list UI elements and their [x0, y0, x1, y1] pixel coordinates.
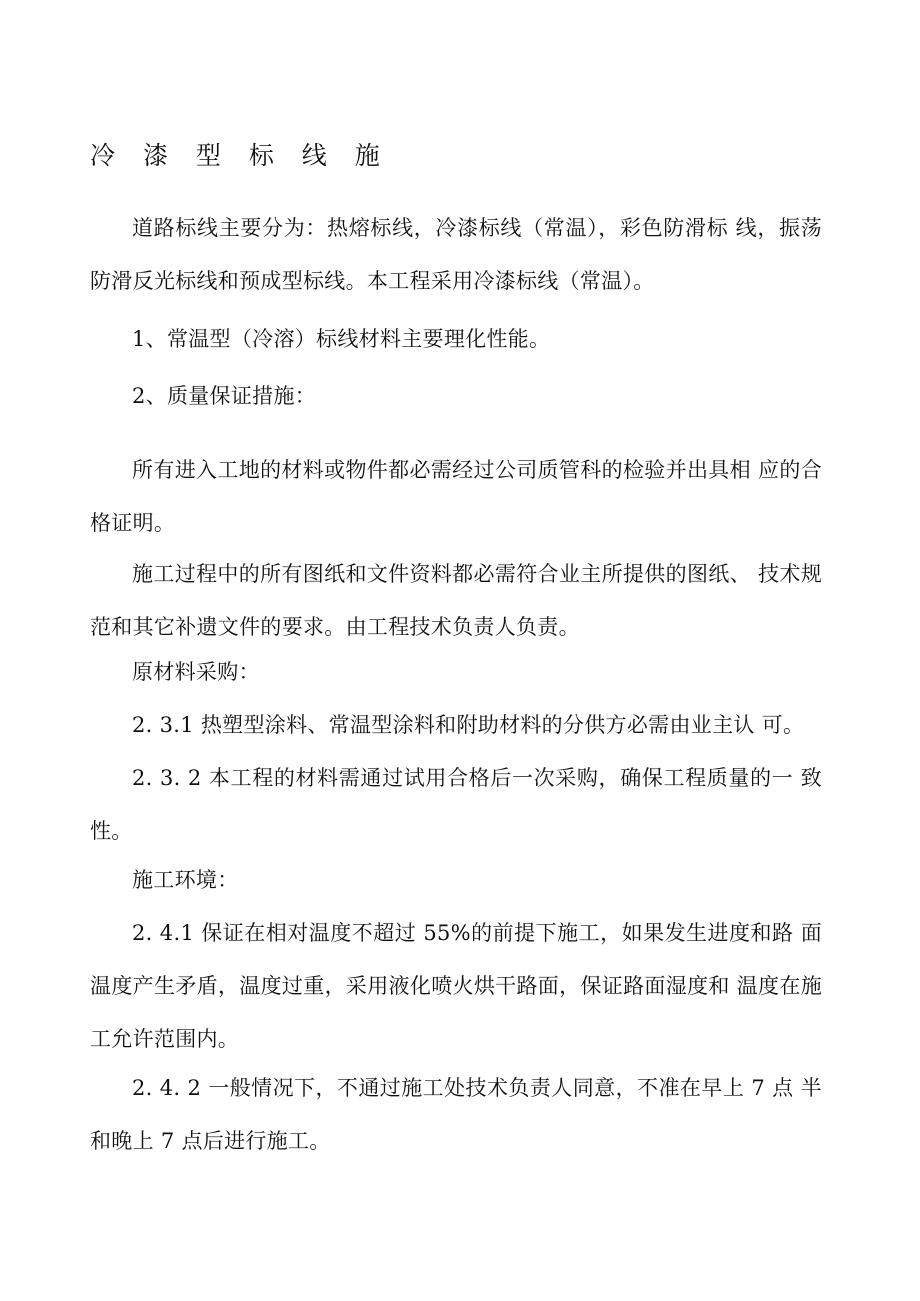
- paragraph-item-2-4-2: 2. 4. 2 一般情况下，不通过施工处技术负责人同意，不准在早上 7 点 半和晚上 7 点后进行施工。: [90, 1076, 822, 1153]
- paragraph-drawings-compliance: 施工过程中的所有图纸和文件资料都必需符合业主所提供的图纸、 技术规范和其它补遗文件的要求。由工程技术负责人负责。: [90, 562, 822, 639]
- paragraph-environment-heading: 施工环境：: [132, 868, 239, 892]
- paragraph-section-2: 2、质量保证措施：: [132, 384, 317, 408]
- paragraph-section-1: 1、常温型（冷溶）标线材料主要理化性能。: [132, 327, 551, 351]
- paragraph-item-2-3-2: 2. 3. 2 本工程的材料需通过试用合格后一次采购，确保工程质量的一 致性。: [90, 766, 822, 843]
- paragraph-item-2-4-1: 2. 4.1 保证在相对温度不超过 55%的前提下施工，如果发生进度和路 面温度产生矛盾，温度过重，采用液化喷火烘干路面，保证路面湿度和 温度在施工允许范围内。: [90, 921, 822, 1051]
- document-title: 冷 漆 型 标 线 施: [90, 141, 390, 170]
- paragraph-item-2-3-1: 2. 3.1 热塑型涂料、常温型涂料和附助材料的分供方必需由业主认 可。: [132, 713, 805, 737]
- paragraph-marking-types: 道路标线主要分为：热熔标线，冷漆标线（常温），彩色防滑标 线，振荡防滑反光标线和预成型标线。本工程采用冷漆标线（常温）。: [90, 216, 822, 293]
- paragraph-material-inspection: 所有进入工地的材料或物件都必需经过公司质管科的检验并出具相 应的合格证明。: [90, 458, 822, 535]
- paragraph-procurement-heading: 原材料采购：: [132, 660, 260, 684]
